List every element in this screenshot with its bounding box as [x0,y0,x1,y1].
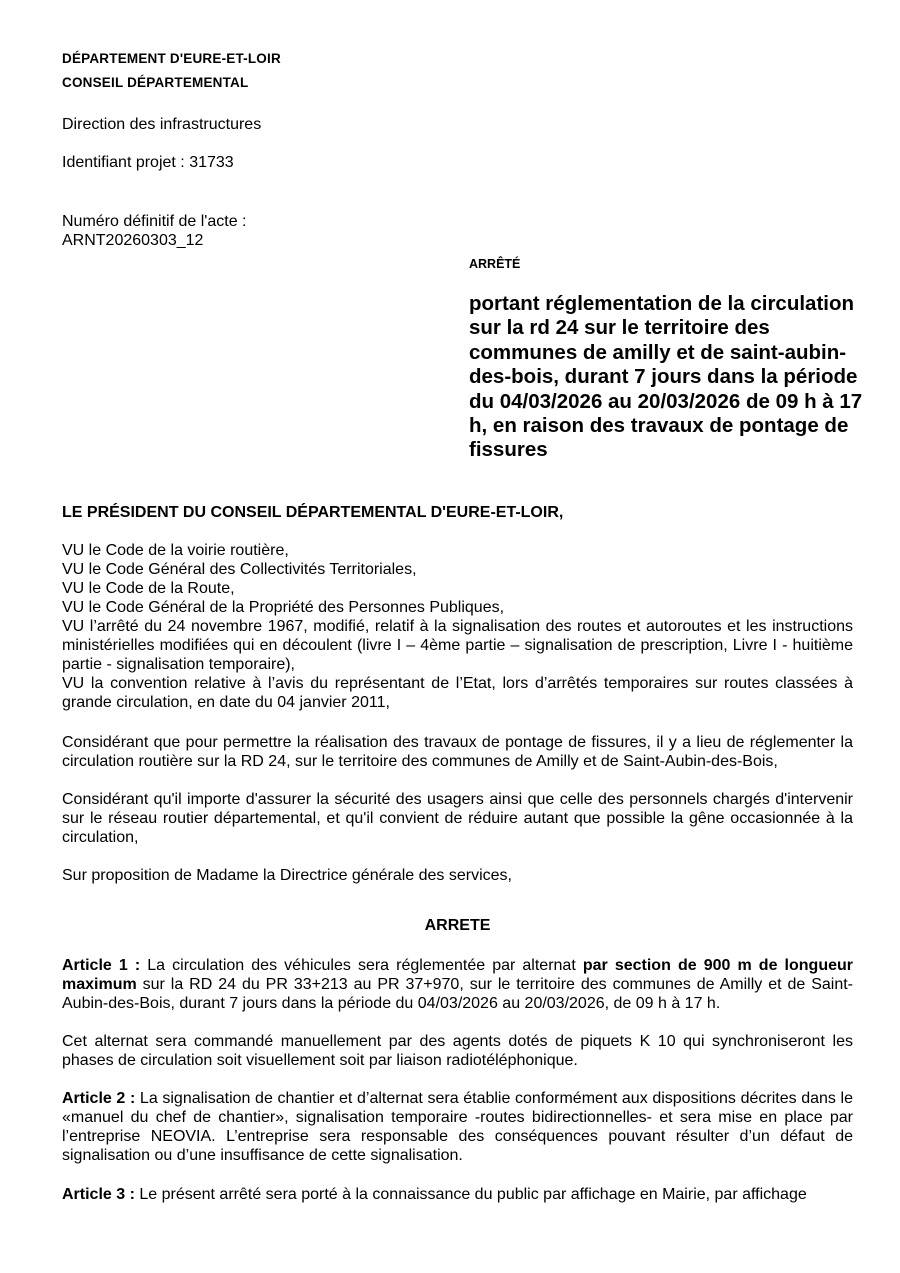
arrete-heading: ARRETE [424,917,491,934]
article-2-label: Article 2 : [62,1090,136,1107]
vu-item: VU l’arrêté du 24 novembre 1967, modifié, relatif à la signalisation des routes et autoroutes et les instructions ministérielles modifiées qui en découlent (livre I – 4ème partie – signalisation de prescription, Livre I - huitième partie - signalisation temporaire), [62,618,853,673]
article-3-label: Article 3 : [62,1186,135,1203]
decree-label: ARRÊTÉ [469,257,521,271]
council-name: CONSEIL DÉPARTEMENTAL [62,75,249,90]
department-name: DÉPARTEMENT D'EURE-ET-LOIR [62,51,281,66]
article-1-label: Article 1 : [62,957,141,974]
considerant-2: Considérant qu'il importe d'assurer la sécurité des usagers ainsi que celle des personnels chargés d'intervenir sur le réseau routier départemental, et qu'il convient de réduire autant que possible la gêne occasionnée à la circulation, [62,791,853,846]
proposition: Sur proposition de Madame la Directrice générale des services, [62,867,512,884]
vu-list [62,541,853,712]
article-1-text-a: La circulation des véhicules sera réglementée par alternat [140,957,583,974]
article-2-text: La signalisation de chantier et d’alternat sera établie conformément aux dispositions décrites dans le «manuel du chef de chantier», signalisation temporaire -routes bidirectionnelles- et sera mise en place par l’entreprise NEOVIA. L’entreprise sera responsable des conséquences pouvant résulter d’un défaut de signalisation ou d’une insuffisance de cette signalisation. [62,1090,853,1164]
president-heading: LE PRÉSIDENT DU CONSEIL DÉPARTEMENTAL D'EURE-ET-LOIR, [62,504,564,521]
considerant-1: Considérant que pour permettre la réalisation des travaux de pontage de fissures, il y a lieu de réglementer la circulation routière sur la RD 24, sur le territoire des communes de Amilly et de Saint-Aubin-des-Bois, [62,734,853,770]
project-id: Identifiant projet : 31733 [62,154,234,171]
direction: Direction des infrastructures [62,116,262,133]
vu-item: VU le Code de la voirie routière, [62,542,289,559]
article-1-bold: par section de 900 m de longueur maximum [62,957,853,993]
act-number-label: Numéro définitif de l'acte : [62,213,247,230]
vu-item: VU le Code Général des Collectivités Territoriales, [62,561,417,578]
article-1-text-b: sur la RD 24 du PR 33+213 au PR 37+970, sur le territoire des communes de Amilly et de Saint-Aubin-des-Bois, durant 7 jours dans la période du 04/03/2026 au 20/03/2026, de 09 h à 17 h. [62,976,853,1012]
vu-item: VU la convention relative à l’avis du représentant de l’Etat, lors d’arrêtés temporaires sur routes classées à grande circulation, en date du 04 janvier 2011, [62,675,853,711]
article-1 [62,956,853,1013]
article-2 [62,1089,853,1165]
decree-title: portant réglementation de la circulation sur la rd 24 sur le territoire des communes de amilly et de saint-aubin-des-bois, durant 7 jours dans la période du 04/03/2026 au 20/03/2026 de 09 h à 17 h, en raison des travaux de pontage de fissures [469,292,863,462]
vu-item: VU le Code de la Route, [62,580,235,597]
article-3-text: Le présent arrêté sera porté à la connaissance du public par affichage en Mairie, par affichage [134,1186,807,1203]
article-1-para-2: Cet alternat sera commandé manuellement par des agents dotés de piquets K 10 qui synchroniseront les phases de circulation soit visuellement soit par liaison radiotéléphonique. [62,1033,853,1069]
act-number: ARNT20260303_12 [62,232,204,249]
article-3 [62,1185,853,1204]
vu-item: VU le Code Général de la Propriété des Personnes Publiques, [62,599,505,616]
